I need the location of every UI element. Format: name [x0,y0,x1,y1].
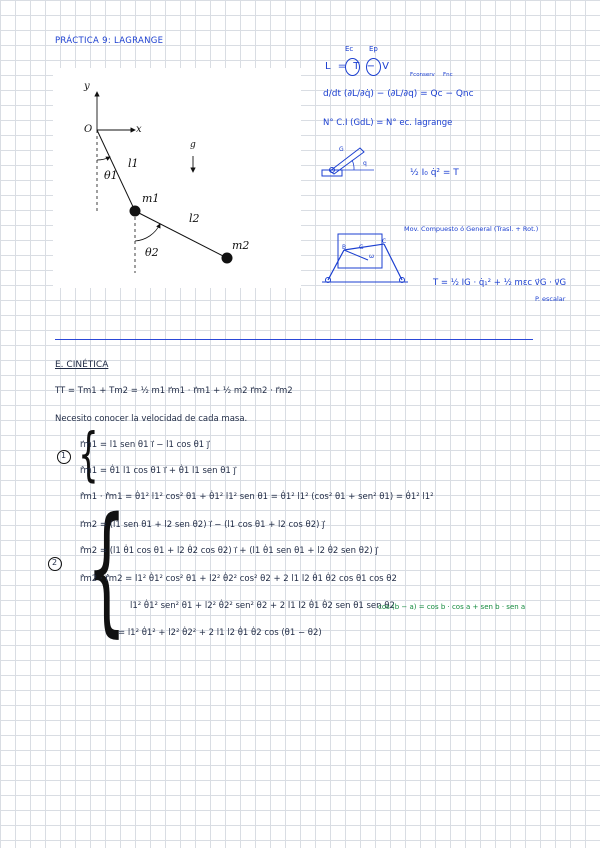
r2-velocity-squared-result: = l1² θ̇1² + l2² θ̇2² + 2 l1 l2 θ̇1 θ̇2 cos (θ1 − θ2) [118,628,322,638]
mechanism-sketch [318,230,410,292]
page-title: PRÁCTICA 9: LAGRANGE [55,36,164,46]
rotation-angle-arc [352,160,354,170]
general-kinetic-equation: T = ½ IG · q̇₁² + ½ mεc v⃗G · v⃗G [433,278,567,288]
r2-velocity: r⃗̇m2 = (l1 θ̇1 cos θ1 + l2 θ̇2 cos θ2) i⃗ + (l1 θ̇1 sen θ1 + l2 θ̇2 sen θ2) j⃗ [80,546,378,556]
euler-lagrange-equation: d/dt (∂L/∂q̇) − (∂L/∂q) = Qc − Qnc [323,89,474,99]
l2-label: l2 [189,212,200,225]
gravity-label: g [190,140,196,150]
ec-label: Ec [345,45,354,53]
fconserv-label: Fconserv [410,72,435,78]
ep-label: Ep [369,45,378,53]
group1-marker: 1 [61,451,67,460]
mechanism-lower-link [344,250,368,260]
group2-brace: { [86,488,127,651]
lagrangian-equation: L = T − V [325,61,391,72]
theta2-arc [135,224,160,241]
mechanism-right-link [384,244,402,280]
r2-velocity-squared-b: l1² θ̇1² sen² θ1 + l2² θ̇2² sen² θ2 + 2 l1 l2 θ̇1 θ̇2 sen θ1 sen θ2 [130,601,395,611]
mechanism-g-label: G [359,244,364,251]
double-pendulum-figure [53,68,301,288]
rotation-g-label: G [339,146,344,153]
trig-identity: cos (b − a) = cos b · cos a + sen b · sen a [378,603,526,611]
mechanism-c-label: C [382,238,387,245]
m1-label: m1 [142,192,160,205]
mass-m2 [222,253,233,264]
r1-position: r⃗m1 = l1 sen θ1 i⃗ − l1 cos θ1 j⃗ [80,440,210,450]
rotation-q-label: q [363,160,367,167]
mov-compuesto-label: Mov. Compuesto ó General (Trasl. + Rot.) [404,225,539,233]
axis-x-label: x [136,124,142,135]
mechanism-b-label: B [342,244,347,251]
mechanism-left-link [328,250,344,280]
r1-velocity: r⃗̇m1 = θ̇1 l1 cos θ1 i⃗ + θ̇1 l1 sen θ1 j⃗ [80,466,236,476]
theta1-arc [97,157,110,160]
t-circle [345,58,360,76]
rotation-kinetic-equation: ½ I₀ q̇² = T [410,168,459,178]
theta2-label: θ2 [145,246,159,259]
r2-velocity-squared-a: r⃗̇m2 · r⃗̇m2 = l1² θ̇1² cos² θ1 + l2² θ̇2² cos² θ2 + 2 l1 l2 θ̇1 θ̇2 cos θ1 cos θ2 [80,574,397,584]
mechanism-coupler [344,244,384,250]
l1-label: l1 [128,157,139,170]
total-kinetic-equation: TT = Tm1 + Tm2 = ½ m1 r⃗m1 · r⃗m1 + ½ m2 r⃗m2 · r⃗m2 [55,386,293,396]
section-divider [55,339,533,340]
velocity-note: Necesito conocer la velocidad de cada masa. [55,414,248,424]
rotation-sketch [318,138,380,182]
r1-velocity-squared: r⃗̇m1 · r⃗̇m1 = θ̇1² l1² cos² θ1 + θ̇1² l1² sen θ1 = θ̇1² l1² (cos² θ1 + sen² θ1) = θ̇1² l1² [80,492,434,502]
fnc-label: Fnc [443,72,453,78]
m2-label: m2 [232,239,250,252]
mechanism-frame [338,234,382,268]
r2-position: r⃗m2 = (l1 sen θ1 + l2 sen θ2) i⃗ − (l1 cos θ1 + l2 cos θ2) j⃗ [80,520,325,530]
mass-m1 [130,206,141,217]
group2-marker: 2 [52,558,58,567]
v-circle [366,58,381,76]
gdl-line: N° C.I (GdL) = N° ec. lagrange [323,118,453,128]
theta1-label: θ1 [104,169,118,182]
cinetica-heading: E. CINÉTICA [55,360,109,370]
p-escalar-label: P. escalar [535,295,566,303]
group1-brace: { [78,420,99,488]
mechanism-omega-label: ω [369,253,375,260]
axis-y-label: y [84,81,90,92]
origin-label: O [84,124,93,135]
